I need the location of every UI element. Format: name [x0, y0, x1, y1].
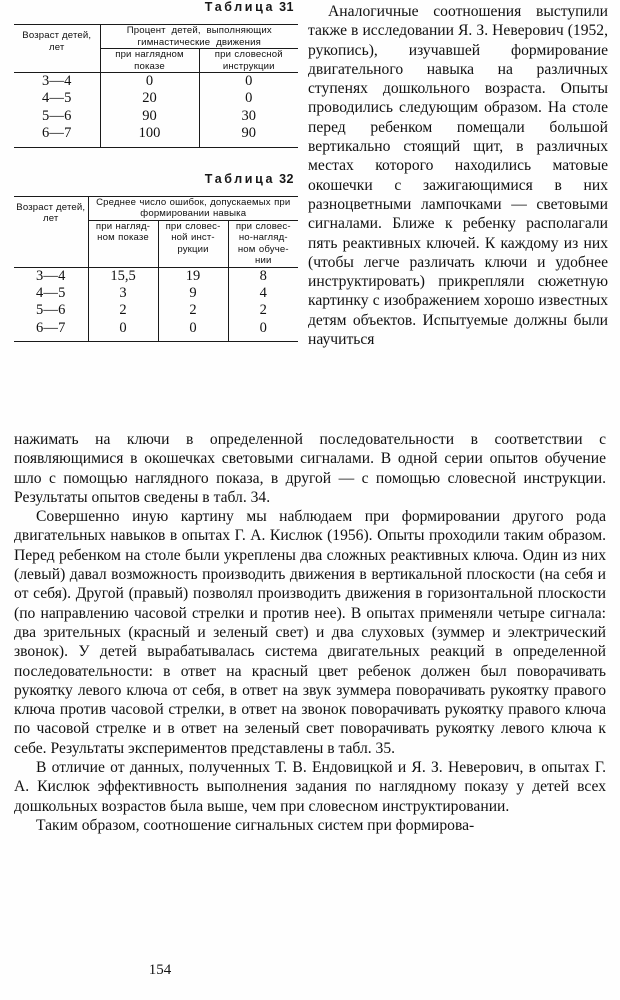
table-31-cell-visual: 20 — [100, 90, 199, 107]
table-31-header-age: Возраст детей, лет — [14, 25, 100, 73]
table-32-header-group: Среднее число ошибок, допускаемых при формировании навыка — [88, 196, 298, 220]
paragraph-three: В отличие от данных, полученных Т. В. Ендовицкой и Я. З. Неверович, в опытах Г. А. Кислюк эффективность выполнения задания по наглядному показу у детей всех дошкольных возрастов была выше, чем при словесном инструктировании. — [14, 759, 606, 815]
table-32-cell-verbal: 19 — [158, 267, 228, 285]
table-32-caption — [14, 172, 298, 186]
table-32-cell-age: 6—7 — [14, 320, 88, 342]
table-32-header-combined: при словес- но-нагляд- ном обуче- нии — [228, 220, 298, 267]
table-row — [14, 285, 298, 302]
paragraph-right-column: Аналогичные соотношения выступили также в исследовании Я. З. Неверович (1952, рукопись), изучавшей формирование двигательного навыка на различных ступенях дошкольного возраста. Опыты проводились следующим образом. На столе перед ребенком помещали большой вертикально стоящий щит, в различных местах которого находились матовые окошечки с зажигающимися в них разноцветными лампочками — световыми сигналами. Ближе к ребенку располагали пять реактивных ключей. К каждому из них (чтобы легче различать ключи и удобнее инструктировать) прикрепляли сюжетную картинку с изображением хорошо известных детям объектов. Испытуемые должны были научиться — [308, 3, 608, 349]
table-32-cell-visual: 2 — [88, 302, 158, 319]
table-row — [14, 125, 298, 147]
table-31 — [14, 24, 298, 148]
left-column-tables — [14, 0, 298, 342]
table-31-cell-visual: 100 — [100, 125, 199, 147]
table-32-cell-combined: 8 — [228, 267, 298, 285]
table-31-caption — [14, 0, 298, 14]
top-two-column-region — [0, 0, 620, 432]
table-32-cell-visual: 0 — [88, 320, 158, 342]
table-31-cell-age: 6—7 — [14, 125, 100, 147]
table-31-cell-verbal: 0 — [245, 90, 253, 107]
table-32-caption-number: 32 — [279, 171, 294, 186]
table-31-cell-verbal: 90 — [199, 125, 298, 147]
table-31-cell-verbal: 30 — [241, 107, 256, 124]
table-32-cell-verbal: 9 — [158, 285, 228, 302]
full-width-text-region — [14, 430, 606, 835]
table-32-cell-combined: 0 — [228, 320, 298, 342]
table-32-header-visual: при нагляд- ном показе — [88, 220, 158, 267]
table-31-cell-age: 3—4 — [14, 73, 100, 91]
table-row — [14, 73, 298, 91]
table-32-cell-age: 5—6 — [14, 302, 88, 319]
table-32-cell-verbal: 2 — [158, 302, 228, 319]
paragraph-continuation: нажимать на ключи в определенной последовательности в соответствии с появляющимися в окошечках световыми сигналами. В одной серии опытов обучение шло с помощью наглядного показа, в другой — с помощью словесной инструкции. Результаты опытов сведены в табл. 34. — [14, 431, 606, 506]
table-31-header-verbal: при словесной инструкции — [199, 49, 298, 73]
table-31-caption-number: 31 — [279, 0, 294, 14]
table-32-header-age: Возраст детей, лет — [14, 196, 88, 267]
table-31-cell-verbal: 0 — [199, 73, 298, 91]
table-32-header-verbal: при словес- ной инст- рукции — [158, 220, 228, 267]
table-31-cell-visual: 90 — [100, 108, 199, 125]
table-32-header-row-1 — [14, 196, 298, 220]
page-number: 154 — [148, 962, 172, 978]
table-32-cell-age: 4—5 — [14, 285, 88, 302]
table-31-caption-word: Таблица — [204, 0, 276, 14]
table-row — [14, 320, 298, 342]
table-31-header-row-1 — [14, 25, 298, 49]
table-31-cell-visual: 0 — [100, 73, 199, 91]
right-column-text — [308, 2, 608, 349]
table-row — [14, 302, 298, 319]
table-32-cell-age: 3—4 — [14, 267, 88, 285]
table-32-caption-word: Таблица — [204, 171, 276, 186]
table-31-cell-age: 4—5 — [14, 90, 100, 107]
table-row — [14, 267, 298, 285]
table-32-cell-combined: 2 — [259, 302, 267, 319]
table-32-cell-combined: 4 — [259, 285, 267, 302]
table-row — [14, 90, 298, 107]
table-31-header-visual: при наглядном показе — [100, 49, 199, 73]
table-row — [14, 108, 298, 125]
table-31-header-group: Процент детей, выполняющих гимнастические движения — [100, 25, 298, 49]
paragraph-four: Таким образом, соотношение сигнальных систем при формирова- — [36, 816, 475, 834]
table-32-cell-visual: 3 — [88, 285, 158, 302]
table-31-cell-age: 5—6 — [14, 108, 100, 125]
table-32-cell-visual: 15,5 — [88, 267, 158, 285]
paragraph-two: Совершенно иную картину мы наблюдаем при формировании другого рода двигательных навыков в опытах Г. А. Кислюк (1956). Опыты проходили таким образом. Перед ребенком на столе были укреплены два сложных реактивных ключа. Один из них (левый) давал возможность производить движения в вертикальной плоскости (на себя и от себя). Другой (правый) позволял производить движения в горизонтальной плоскости (по направлению часовой стрелки и против нее). В опытах применяли четыре сигнала: два зрительных (красный и зеленый свет) и два слуховых (зуммер и электрический звонок). У детей вырабатывалась система двигательных реакций в определенной последовательности: в ответ на красный цвет ребенок должен был поворачивать рукоятку левого ключа от себя, в ответ на звук зуммера поворачивать рукоятку правого ключа против часовой стрелки, в ответ на звонок поворачивать рукоятку правого ключа по часовой стрелке и в ответ на зеленый свет поворачивать рукоятку левого ключа к себе. Результаты экспериментов представлены в табл. 35. — [14, 508, 606, 757]
table-32-cell-verbal: 0 — [158, 320, 228, 342]
table-32 — [14, 196, 298, 343]
